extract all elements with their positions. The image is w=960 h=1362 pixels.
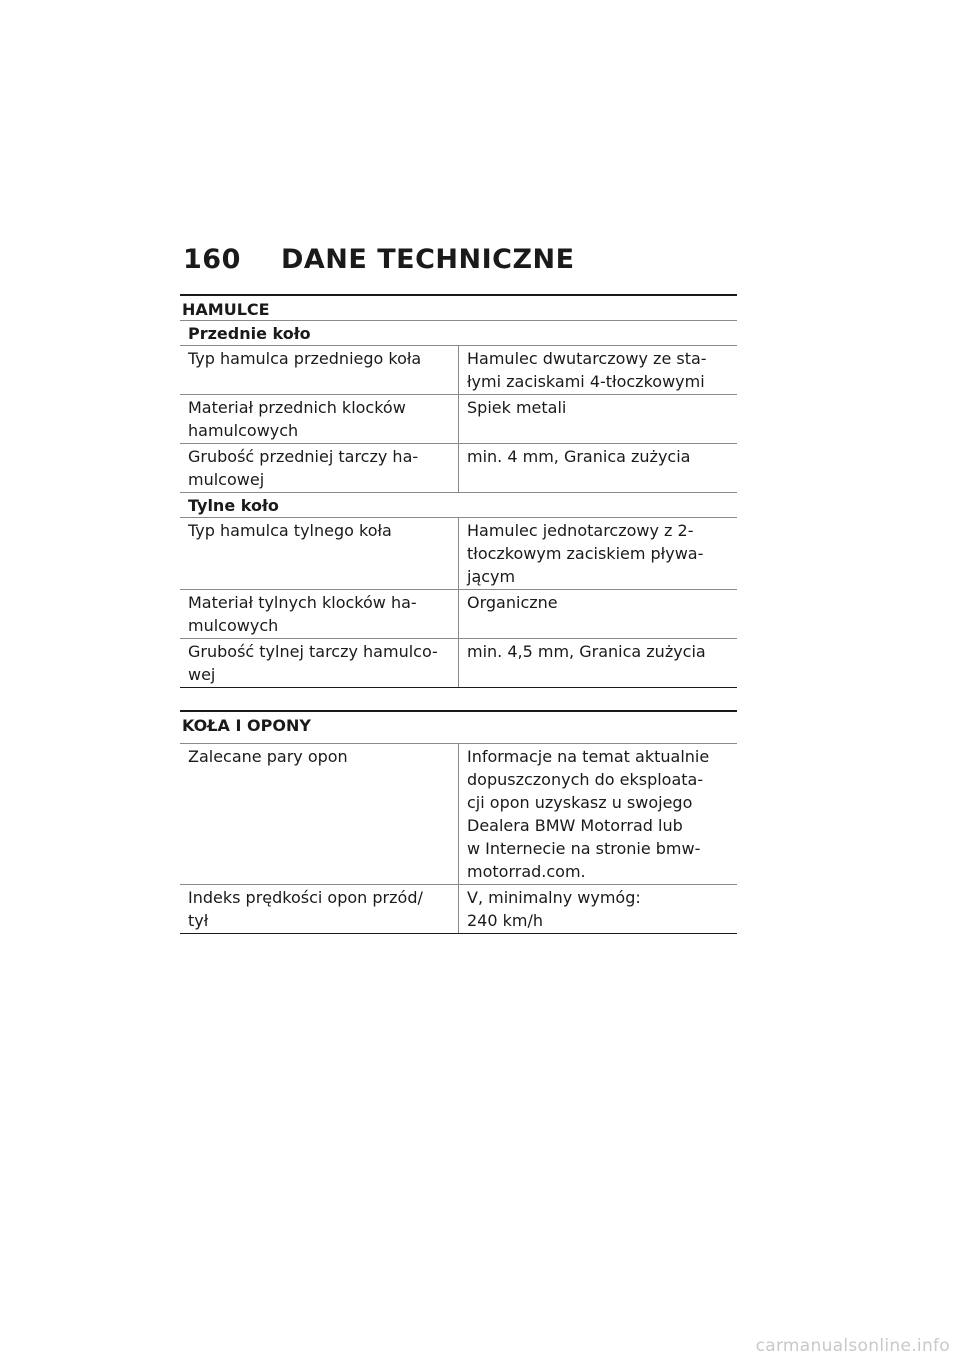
subheading-row: [180, 493, 737, 518]
section-title-brakes: HAMULCE: [180, 294, 737, 321]
row-label: Indeks prędkości opon przód/ tył: [180, 885, 459, 934]
row-value: V, minimalny wymóg: 240 km/h: [459, 885, 738, 934]
row-label: Grubość tylnej tarczy hamulco- wej: [180, 639, 459, 688]
row-label: Typ hamulca przedniego koła: [180, 346, 459, 395]
section-title-wheels: KOŁA I OPONY: [180, 710, 737, 744]
row-label: Typ hamulca tylnego koła: [180, 518, 459, 590]
row-value: min. 4,5 mm, Granica zużycia: [459, 639, 738, 688]
table-row: [180, 518, 737, 590]
row-label: Grubość przedniej tarczy ha- mulcowej: [180, 444, 459, 493]
table-row: [180, 744, 737, 885]
row-label: Materiał tylnych klocków ha- mulcowych: [180, 590, 459, 639]
chapter-title: DANE TECHNICZNE: [281, 244, 575, 275]
subheading-rear-wheel: Tylne koło: [180, 493, 737, 518]
brakes-table: [180, 321, 737, 688]
row-value: Spiek metali: [459, 395, 738, 444]
table-row: [180, 395, 737, 444]
brakes-section: [180, 294, 737, 688]
subheading-front-wheel: Przednie koło: [180, 321, 737, 346]
row-value: Hamulec dwutarczowy ze sta- łymi zaciskami 4-tłoczkowymi: [459, 346, 738, 395]
table-row: [180, 444, 737, 493]
page-number: 160: [183, 244, 241, 275]
row-value: Informacje na temat aktualnie dopuszczonych do eksploata- cji opon uzyskasz u swojego Dealera BMW Motorrad lub w Internecie na stronie bmw- motorrad.com.: [459, 744, 738, 885]
table-row: [180, 590, 737, 639]
row-value: Hamulec jednotarczowy z 2- tłoczkowym zaciskiem pływa- jącym: [459, 518, 738, 590]
row-label: Materiał przednich klocków hamulcowych: [180, 395, 459, 444]
table-row: [180, 346, 737, 395]
table-row: [180, 885, 737, 934]
watermark: carmanualsonline.info: [755, 1336, 950, 1356]
row-label: Zalecane pary opon: [180, 744, 459, 885]
subheading-row: [180, 321, 737, 346]
table-row: [180, 639, 737, 688]
wheels-section: [180, 710, 737, 934]
row-value: Organiczne: [459, 590, 738, 639]
wheels-table: [180, 744, 737, 934]
row-value: min. 4 mm, Granica zużycia: [459, 444, 738, 493]
page-header: [183, 244, 575, 275]
